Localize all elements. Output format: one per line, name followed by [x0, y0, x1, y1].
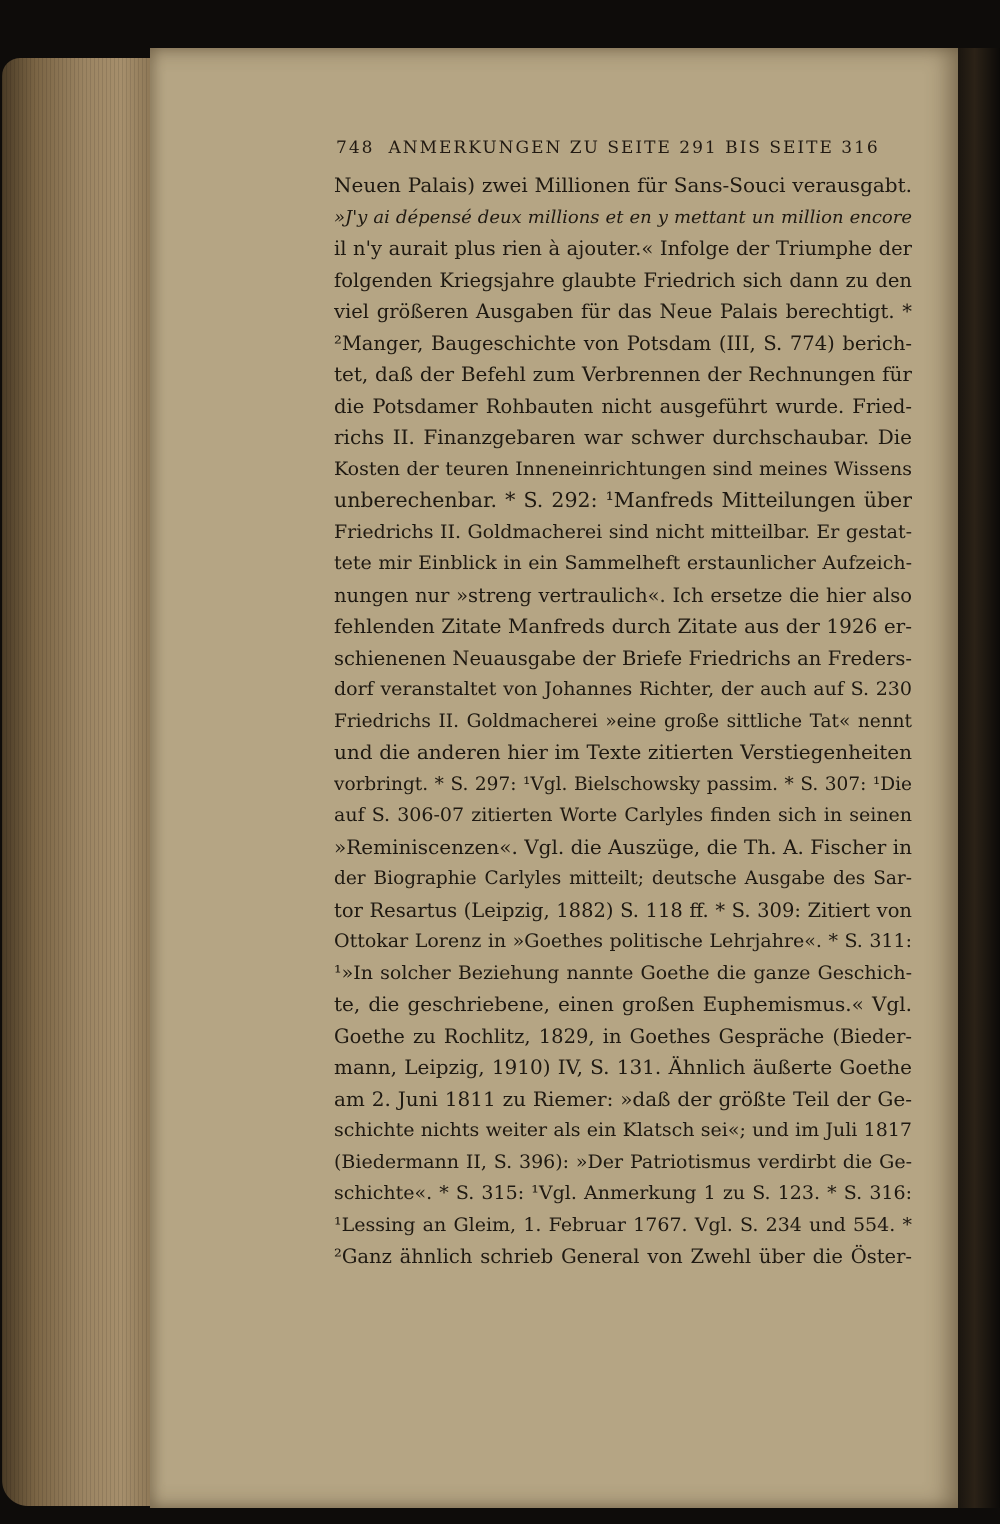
text-line: (Biedermann II, S. 396): »Der Patriotismus verdirbt die Ge- — [334, 1150, 912, 1173]
text-line: unberechenbar. * S. 292: ¹Manfreds Mitteilungen über — [334, 488, 912, 512]
text-line: Kosten der teuren Inneneinrichtungen sind meines Wissens — [334, 457, 912, 480]
text-line: richs II. Finanzgebaren war schwer durchschaubar. Die — [334, 425, 912, 449]
page-number: 748 — [336, 138, 375, 158]
text-line: tete mir Einblick in ein Sammelheft erstaunlicher Aufzeich- — [334, 552, 912, 574]
text-line: dorf veranstaltet von Johannes Richter, der auch auf S. 230 — [334, 678, 912, 700]
text-line: Ottokar Lorenz in »Goethes politische Lehrjahre«. * S. 311: — [334, 930, 912, 952]
text-line: und die anderen hier im Texte zitierten Verstiegenheiten — [334, 740, 912, 764]
text-line: schichte«. * S. 315: ¹Vgl. Anmerkung 1 zu S. 123. * S. 316: — [334, 1182, 912, 1204]
book-gutter-shadow — [958, 48, 1000, 1508]
text-line: ²Ganz ähnlich schrieb General von Zwehl über die Öster- — [334, 1245, 912, 1268]
text-line: ²Manger, Baugeschichte von Potsdam (III, S. 774) berich- — [334, 331, 912, 355]
text-line: »Reminiscenzen«. Vgl. die Auszüge, die Th. A. Fischer in — [334, 834, 912, 859]
text-line: mann, Leipzig, 1910) IV, S. 131. Ähnlich äußerte Goethe — [334, 1055, 912, 1079]
text-line-french-quote: »J'y ai dépensé deux millions et en y mettant un million encore — [334, 206, 912, 228]
text-line: Friedrichs II. Goldmacherei »eine große sittliche Tat« nennt — [334, 710, 912, 732]
text-line: auf S. 306-07 zitierten Worte Carlyles finden sich in seinen — [334, 804, 912, 826]
text-line: viel größeren Ausgaben für das Neue Palais berechtigt. * — [334, 300, 912, 323]
text-line: te, die geschriebene, einen großen Euphemismus.« Vgl. — [334, 992, 912, 1016]
text-line: nungen nur »streng vertraulich«. Ich ersetze die hier also — [334, 583, 912, 607]
text-line: tor Resartus (Leipzig, 1882) S. 118 ff. * S. 309: Zitiert von — [334, 898, 912, 922]
book-page-edges — [2, 58, 152, 1506]
text-line: Friedrichs II. Goldmacherei sind nicht mitteilbar. Er gestat- — [334, 520, 912, 543]
text-line: der Biographie Carlyles mitteilt; deutsche Ausgabe des Sar- — [334, 868, 912, 889]
text-line: vorbringt. * S. 297: ¹Vgl. Bielschowsky passim. * S. 307: ¹Die — [334, 773, 912, 795]
text-line: schienenen Neuausgabe der Briefe Friedrichs an Freders- — [334, 646, 912, 670]
text-line: fehlenden Zitate Manfreds durch Zitate aus der 1926 er- — [334, 614, 912, 638]
text-line: il n'y aurait plus rien à ajouter.« Infolge der Triumphe der — [334, 237, 912, 260]
text-line: ¹»In solcher Beziehung nannte Goethe die ganze Geschich- — [334, 961, 912, 984]
text-line: schichte nichts weiter als ein Klatsch sei«; und im Juli 1817 — [334, 1119, 912, 1141]
running-title: ANMERKUNGEN ZU SEITE 291 BIS SEITE 316 — [388, 138, 880, 158]
text-line: tet, daß der Befehl zum Verbrennen der Rechnungen für — [334, 362, 912, 386]
text-line: folgenden Kriegsjahre glaubte Friedrich sich dann zu den — [334, 268, 912, 292]
text-line: die Potsdamer Rohbauten nicht ausgeführt wurde. Fried- — [334, 394, 912, 418]
text-line: Goethe zu Rochlitz, 1829, in Goethes Gespräche (Bieder- — [334, 1024, 912, 1048]
text-line: ¹Lessing an Gleim, 1. Februar 1767. Vgl. S. 234 und 554. * — [334, 1213, 912, 1236]
running-header — [336, 138, 896, 168]
text-line: Neuen Palais) zwei Millionen für Sans-Souci verausgabt. — [334, 173, 912, 197]
notes-text-block — [334, 170, 912, 1273]
text-line: am 2. Juni 1811 zu Riemer: »daß der größte Teil der Ge- — [334, 1086, 912, 1111]
